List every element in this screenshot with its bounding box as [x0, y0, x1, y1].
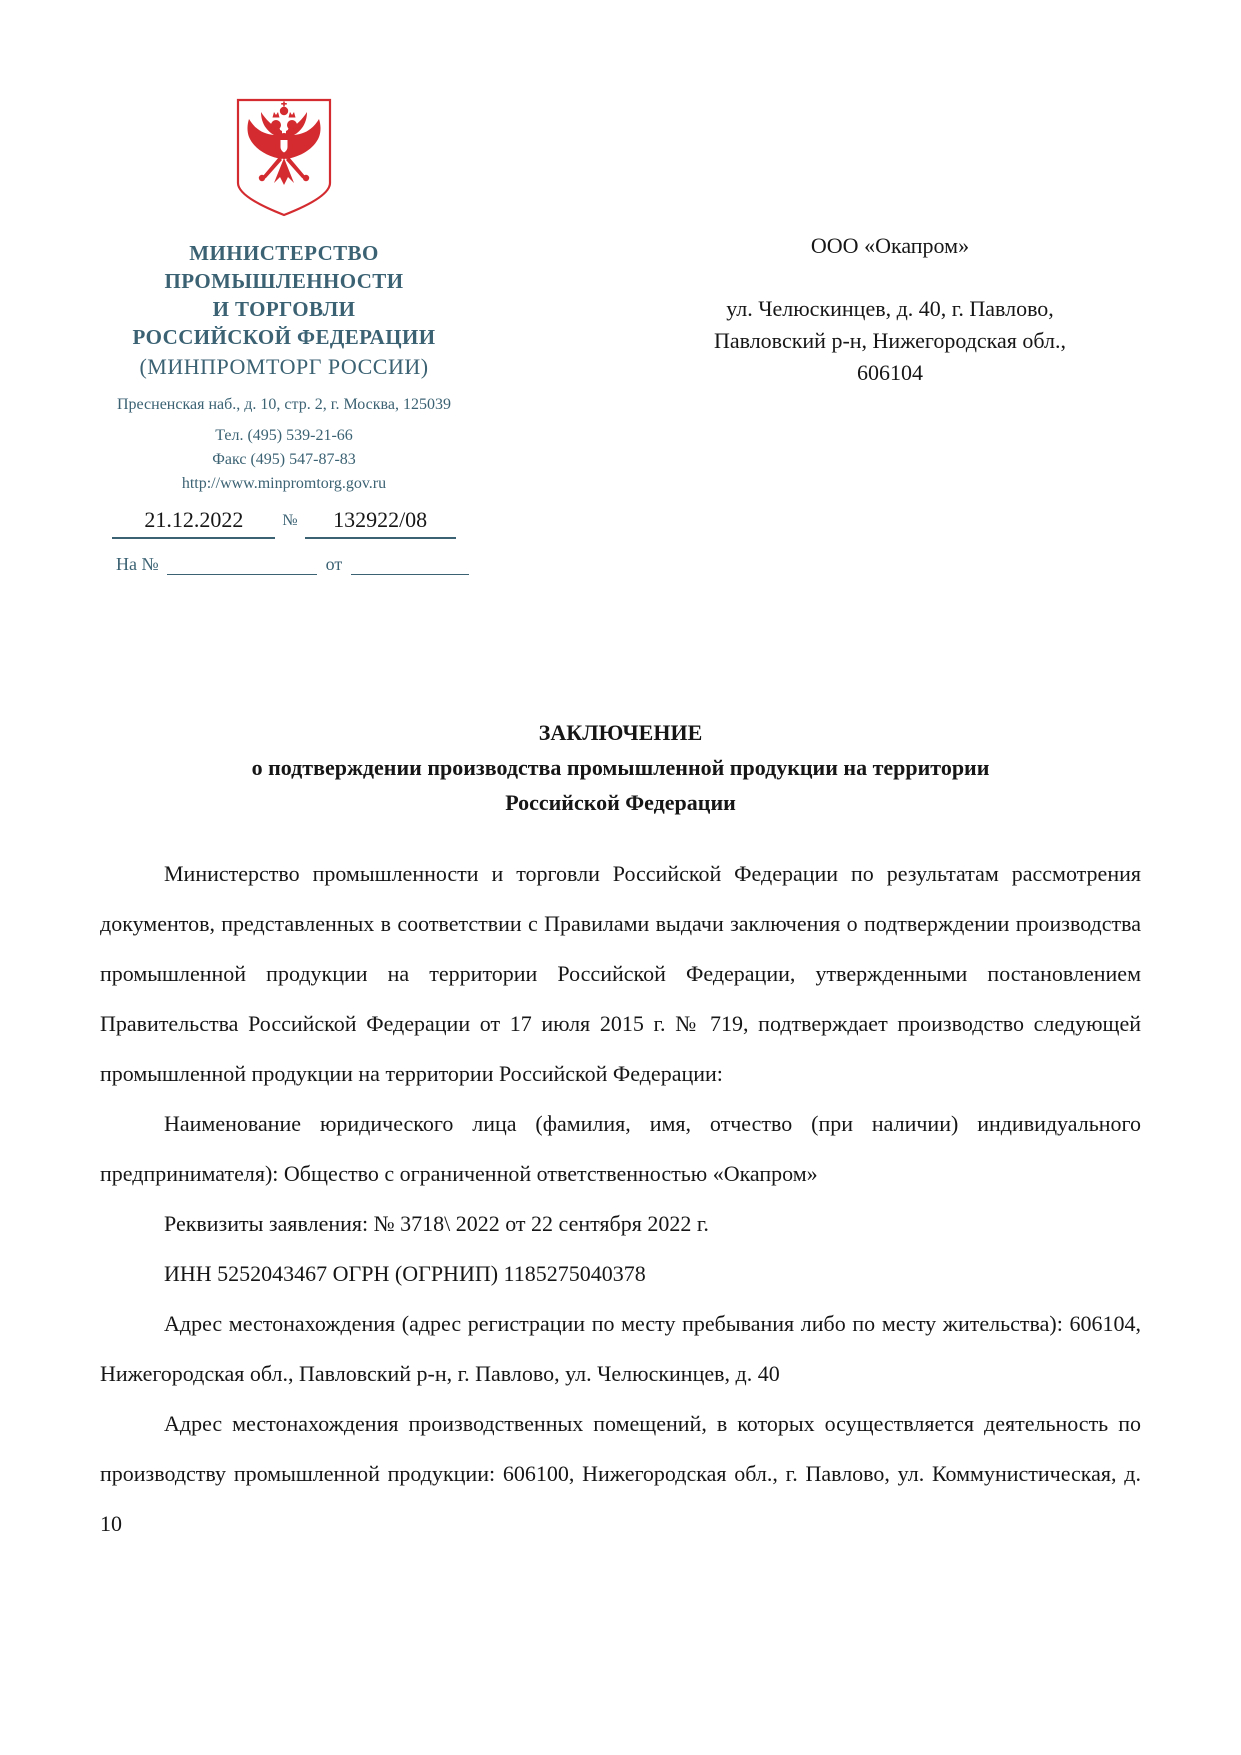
body-paragraph: Министерство промышленности и торговли Российской Федерации по результатам рассмотрения документов, представленных в соответствии с Правилами выдачи заключения о подтверждении производства промышленной продукции на территории Российской Федерации, утвержденными постановлением Правительства Российской Федерации от 17 июля 2015 г. № 719, подтверждает производство следующей промышленной продукции на территории Российской Федерации:	[100, 861, 1141, 1086]
document-title-line: о подтверждении производства промышленной продукции на территории	[251, 755, 990, 780]
body-paragraph: ИНН 5252043467 ОГРН (ОГРНИП) 1185275040378	[164, 1261, 646, 1286]
outgoing-date-value: 21.12.2022	[112, 507, 275, 539]
recipient-address	[625, 293, 1155, 389]
ministry-name-line: И ТОРГОВЛИ	[212, 297, 356, 321]
ministry-name-line: ПРОМЫШЛЕННОСТИ	[164, 269, 404, 293]
reference-date-blank	[351, 555, 469, 575]
document-title	[0, 715, 1241, 820]
body-paragraph: Адрес местонахождения (адрес регистрации по месту пребывания либо по месту жительства): 606104, Нижегородская обл., Павловский р-н, г. Павлово, ул. Челюскинцев, д. 40	[100, 1311, 1141, 1386]
ministry-contacts	[64, 424, 504, 496]
coat-of-arms-russia-icon	[231, 96, 337, 221]
number-sign: №	[282, 512, 298, 529]
recipient-address-line: ул. Челюскинцев, д. 40, г. Павлово,	[726, 296, 1054, 321]
outgoing-number-value: 132922/08	[305, 507, 456, 539]
letter-header	[0, 0, 1241, 575]
ministry-phone: Тел. (495) 539-21-66	[215, 427, 353, 444]
outgoing-date-number-row	[64, 507, 504, 539]
ministry-address: Пресненская наб., д. 10, стр. 2, г. Москва, 125039	[116, 396, 451, 413]
ministry-name	[64, 239, 504, 351]
ministry-name-line: РОССИЙСКОЙ ФЕДЕРАЦИИ	[132, 325, 436, 349]
ministry-letterhead	[64, 96, 504, 575]
document-body	[100, 849, 1141, 1549]
ministry-short-name: (МИНПРОМТОРГ РОССИИ)	[139, 354, 429, 379]
body-paragraph: Реквизиты заявления: № 3718\ 2022 от 22 сентября 2022 г.	[164, 1211, 709, 1236]
recipient-block	[625, 230, 1155, 389]
reference-from-label: от	[325, 554, 343, 574]
reference-number-label: На №	[116, 554, 159, 574]
recipient-address-line: 606104	[857, 360, 923, 385]
reference-number-row	[64, 554, 504, 575]
body-paragraph: Наименование юридического лица (фамилия, имя, отчество (при наличии) индивидуального предпринимателя): Общество с ограниченной ответственностью «Окапром»	[100, 1111, 1141, 1186]
body-paragraph: Адрес местонахождения производственных помещений, в которых осуществляется деятельность по производству промышленной продукции: 606100, Нижегородская обл., г. Павлово, ул. Коммунистическая, д. 10	[100, 1411, 1141, 1536]
ministry-fax: Факс (495) 547-87-83	[212, 451, 356, 468]
document-title-line: Российской Федерации	[505, 790, 736, 815]
ministry-website: http://www.minpromtorg.gov.ru	[181, 475, 387, 492]
recipient-name: ООО «Окапром»	[810, 233, 970, 258]
recipient-address-line: Павловский р-н, Нижегородская обл.,	[713, 328, 1067, 353]
reference-number-blank	[167, 555, 317, 575]
ministry-name-line: МИНИСТЕРСТВО	[189, 241, 379, 265]
document-title-line: ЗАКЛЮЧЕНИЕ	[538, 720, 703, 745]
